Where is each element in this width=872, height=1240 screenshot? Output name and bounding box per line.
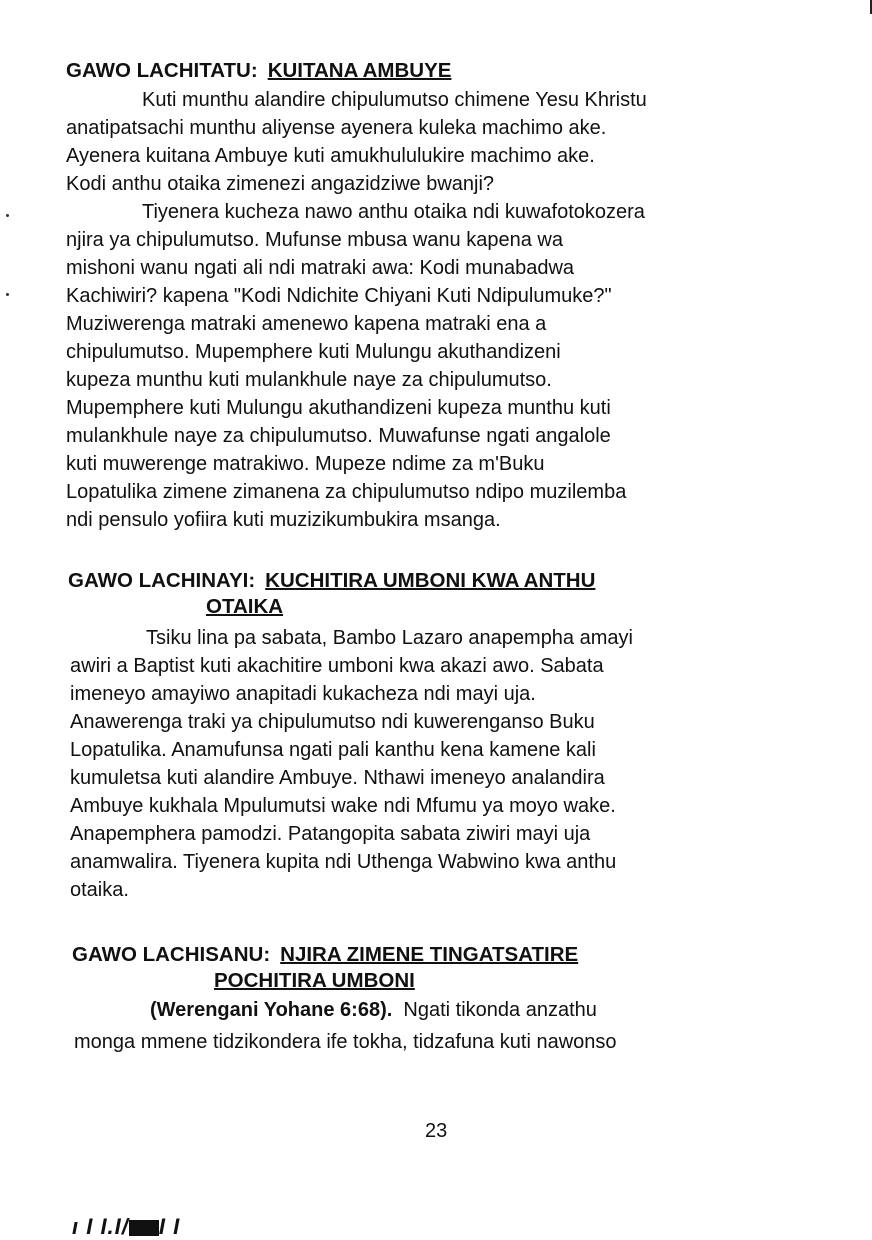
text-line: [74, 996, 617, 1024]
text-line: Tiyenera kucheza nawo anthu otaika ndi kuwafotokozera: [142, 201, 645, 223]
scan-barcode-mark: ı I I.I/ I I: [72, 1214, 181, 1239]
section-title: KUCHITIRA UMBONI KWA ANTHU: [265, 569, 596, 592]
text-line: Anapemphera pamodzi. Patangopita sabata ziwiri mayi uja: [70, 823, 591, 845]
text-line: Kachiwiri? kapena "Kodi Ndichite Chiyani Kuti Ndipulumuke?": [66, 285, 612, 307]
scripture-reference: (Werengani Yohane 6:68).: [150, 999, 393, 1021]
section-body: [74, 996, 617, 1056]
text-line: njira ya chipulumutso. Mufunse mbusa wanu kapena wa: [66, 229, 563, 251]
text-line: Kuti munthu alandire chipulumutso chimene Yesu Khristu: [142, 89, 647, 111]
text-line: imeneyo amayiwo anapitadi kukacheza ndi mayi uja.: [70, 683, 536, 705]
text-line: Lopatulika. Anamufunsa ngati pali kanthu kena kamene kali: [70, 739, 596, 761]
text-line: anamwalira. Tiyenera kupita ndi Uthenga Wabwino kwa anthu: [70, 851, 617, 873]
text-line: anatipatsachi munthu aliyense ayenera kuleka machimo ake.: [66, 117, 607, 139]
section-label: GAWO LACHITATU:: [66, 59, 258, 82]
section-title: NJIRA ZIMENE TINGATSATIRE: [280, 943, 579, 966]
text-line: awiri a Baptist kuti akachitire umboni kwa akazi awo. Sabata: [70, 655, 604, 677]
section-body: [70, 624, 633, 904]
text-span: Ngati tikonda anzathu: [403, 999, 597, 1021]
text-line: Kodi anthu otaika zimenezi angazidziwe bwanji?: [66, 173, 495, 195]
section-title-cont: OTAIKA: [206, 595, 284, 618]
text-line: chipulumutso. Mupemphere kuti Mulungu akuthandizeni: [66, 341, 561, 363]
text-line: mulankhule naye za chipulumutso. Muwafunse ngati angalole: [66, 425, 611, 447]
section-label: GAWO LACHINAYI:: [68, 569, 256, 592]
text-line: Anawerenga traki ya chipulumutso ndi kuwerenganso Buku: [70, 711, 595, 733]
scan-speck: [6, 293, 9, 296]
text-line: Tsiku lina pa sabata, Bambo Lazaro anapempha amayi: [146, 627, 633, 649]
section-body: [66, 86, 647, 534]
section-heading-5: [72, 942, 578, 994]
text-line: ndi pensulo yofiira kuti muzizikumbukira msanga.: [66, 509, 501, 531]
section-title: KUITANA AMBUYE: [267, 59, 452, 82]
page-number: 23: [425, 1120, 448, 1142]
text-line: Mupemphere kuti Mulungu akuthandizeni kupeza munthu kuti: [66, 397, 611, 419]
text-line: Lopatulika zimene zimanena za chipulumutso ndipo muzilemba: [66, 481, 627, 503]
text-line: monga mmene tidzikondera ife tokha, tidzafuna kuti nawonso: [74, 1031, 617, 1053]
text-line: kupeza munthu kuti mulankhule naye za chipulumutso.: [66, 369, 552, 391]
section-label: GAWO LACHISANU:: [72, 943, 271, 966]
section-heading-4: [68, 568, 595, 620]
section-title-cont: POCHITIRA UMBONI: [214, 969, 415, 992]
scan-speck: [6, 214, 9, 217]
text-line: kumuletsa kuti alandire Ambuye. Nthawi imeneyo analandira: [70, 767, 605, 789]
text-line: Muziwerenga matraki amenewo kapena matraki ena a: [66, 313, 547, 335]
text-line: otaika.: [70, 879, 129, 901]
text-line: Ambuye kukhala Mpulumutsi wake ndi Mfumu ya moyo wake.: [70, 795, 616, 817]
text-line: mishoni wanu ngati ali ndi matraki awa: Kodi munabadwa: [66, 257, 575, 279]
text-line: kuti muwerenge matrakiwo. Mupeze ndime za m'Buku: [66, 453, 545, 475]
section-heading-3: [66, 58, 451, 84]
text-line: Ayenera kuitana Ambuye kuti amukhululukire machimo ake.: [66, 145, 595, 167]
